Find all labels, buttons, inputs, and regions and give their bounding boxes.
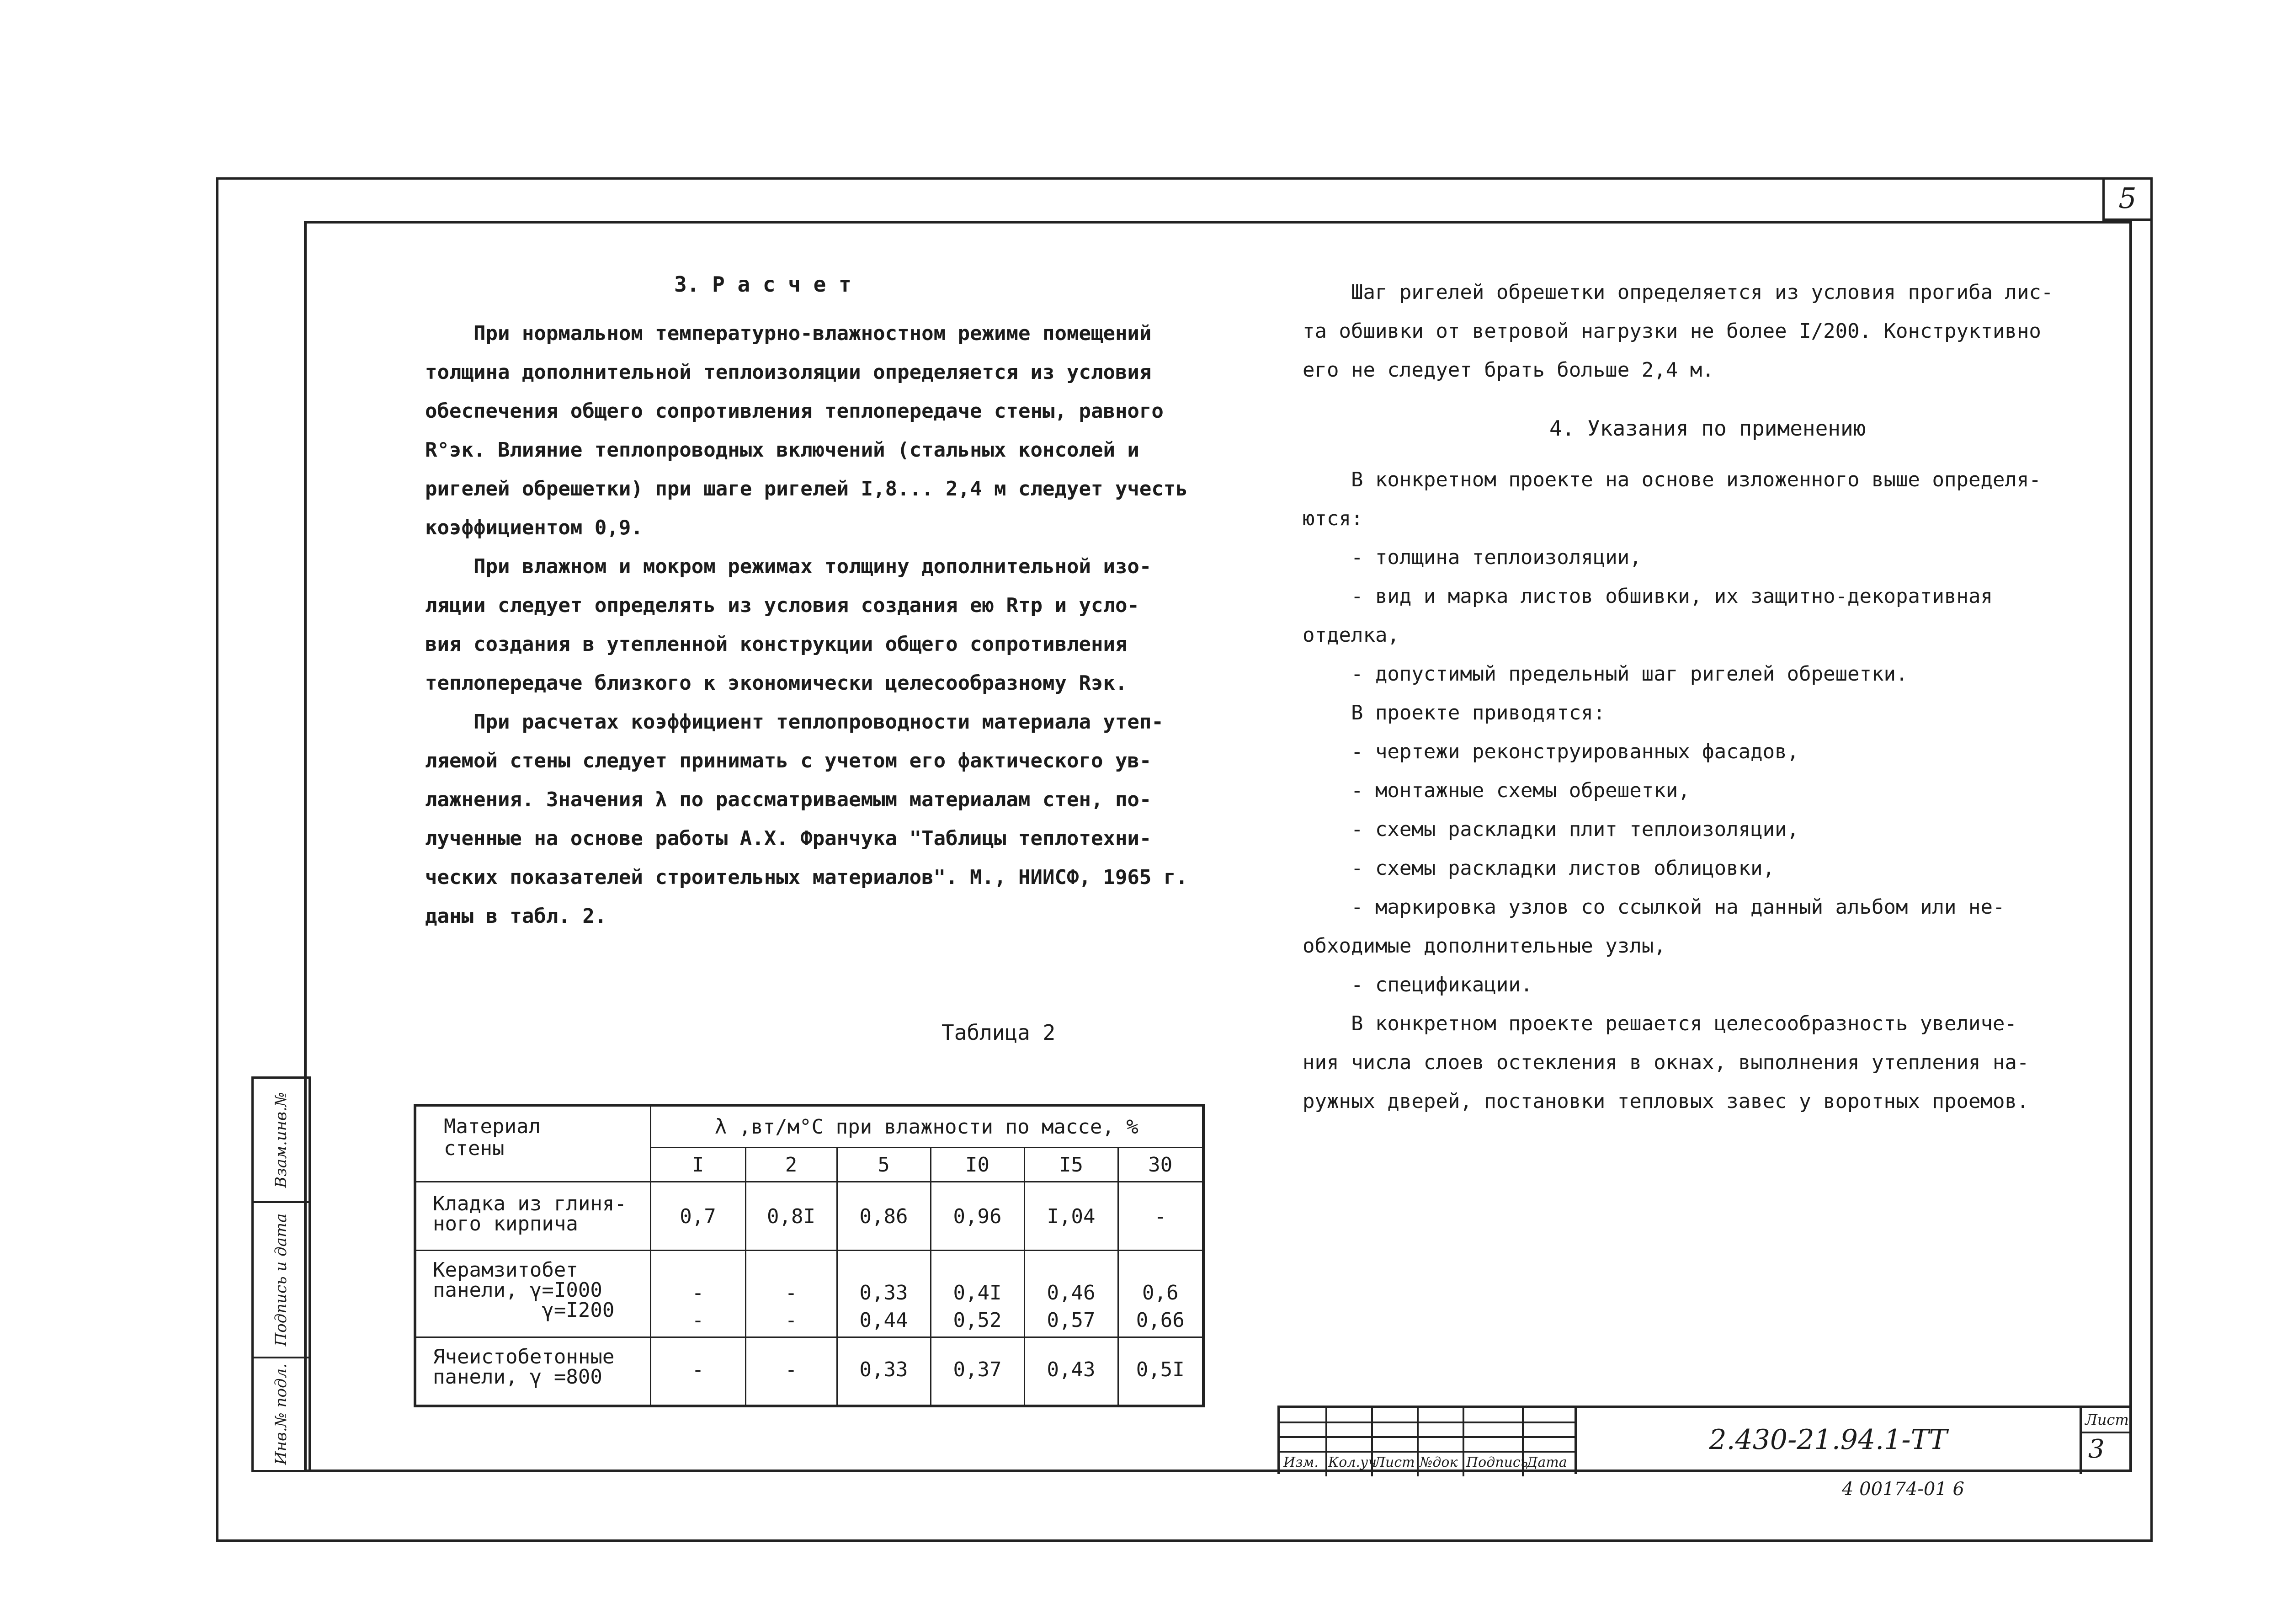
column-header: 2 xyxy=(745,1148,837,1182)
section-3-line: лажнения. Значения λ по рассматриваемым материалам стен, по- xyxy=(425,788,1152,811)
column-header: I0 xyxy=(931,1148,1024,1182)
section-4-line: ния числа слоев остекления в окнах, выполнения утепления на- xyxy=(1303,1051,2029,1074)
value-cell: - - xyxy=(745,1251,837,1337)
side-approval-strip xyxy=(251,1076,311,1472)
archive-code: 4 00174-01 6 xyxy=(1842,1479,1964,1500)
value-cell: 0,96 xyxy=(931,1182,1024,1251)
value-cell: 0,8I xyxy=(745,1182,837,1251)
section-3-line: R°эк. Влияние теплопроводных включений (стальных консолей и xyxy=(425,438,1139,462)
stamp-label: Лист xyxy=(1374,1454,1415,1470)
stamp-label: Кол.уч xyxy=(1328,1454,1377,1470)
stamp-label: Подпись xyxy=(1466,1454,1528,1470)
material-cell: Керамзитобет панели, γ=I000 γ=I200 xyxy=(415,1251,650,1337)
intro-line: Шаг ригелей обрешетки определяется из условия прогиба лис- xyxy=(1303,281,2053,304)
value-cell: 0,7 xyxy=(650,1182,745,1251)
sheet-box xyxy=(2082,1406,2132,1474)
table-row xyxy=(415,1251,1203,1337)
section-3-line: коэффициентом 0,9. xyxy=(425,516,643,539)
value-cell: 0,37 xyxy=(931,1337,1024,1406)
intro-line: та обшивки от ветровой нагрузки не более I/200. Конструктивно xyxy=(1303,319,2041,343)
section-4-line: обходимые дополнительные узлы, xyxy=(1303,934,1666,958)
section-3-line: ригелей обрешетки) при шаге ригелей I,8... 2,4 м следует учесть xyxy=(425,477,1188,501)
column-header: 5 xyxy=(837,1148,931,1182)
header-lambda: λ ,вт/м°С при влажности по массе, % xyxy=(650,1105,1203,1148)
revision-grid xyxy=(1277,1406,1575,1474)
value-cell: 0,4I 0,52 xyxy=(931,1251,1024,1337)
section-4-line: - толщина теплоизоляции, xyxy=(1303,546,1642,569)
section-4-title: 4. Указания по применению xyxy=(1549,416,1866,441)
title-block xyxy=(1277,1406,2132,1474)
header-material: Материал стены xyxy=(415,1105,650,1182)
column-header: I xyxy=(650,1148,745,1182)
section-4-line: ются: xyxy=(1303,507,1363,530)
column-header: I5 xyxy=(1024,1148,1118,1182)
section-4-line: - вид и марка листов обшивки, их защитно-декоративная xyxy=(1303,585,1993,608)
section-4-line: - монтажные схемы обрешетки, xyxy=(1303,779,1690,802)
value-cell: - xyxy=(1118,1182,1203,1251)
conductivity-table xyxy=(414,1104,1205,1407)
intro-line: его не следует брать больше 2,4 м. xyxy=(1303,358,1714,382)
side-cell-inv-original: Инв.№ подл. xyxy=(272,1363,290,1465)
section-4-line: В конкретном проекте на основе изложенного выше определя- xyxy=(1303,468,2041,491)
section-3-line: При нормальном температурно-влажностном режиме помещений xyxy=(425,322,1152,345)
value-cell: 0,33 xyxy=(837,1337,931,1406)
section-3-line: толщина дополнительной теплоизоляции определяется из условия xyxy=(425,361,1152,384)
section-3-line: При расчетах коэффициент теплопроводности материала утеп- xyxy=(425,710,1164,734)
section-4-line: - схемы раскладки плит теплоизоляции, xyxy=(1303,818,1799,841)
value-cell: 0,86 xyxy=(837,1182,931,1251)
section-3-title: 3. Р а с ч е т xyxy=(674,272,851,297)
section-4-line: - спецификации. xyxy=(1303,973,1533,996)
value-cell: - xyxy=(745,1337,837,1406)
value-cell: 0,33 0,44 xyxy=(837,1251,931,1337)
section-3-line: ляемой стены следует принимать с учетом его фактического ув- xyxy=(425,749,1152,772)
document-designation: 2.430-21.94.1-ТТ xyxy=(1575,1406,2082,1474)
sheet-number: 3 xyxy=(2088,1434,2105,1464)
value-cell: 0,43 xyxy=(1024,1337,1118,1406)
value-cell: 0,6 0,66 xyxy=(1118,1251,1203,1337)
section-3-line: обеспечения общего сопротивления теплопередаче стены, равного xyxy=(425,399,1164,423)
table-caption: Таблица 2 xyxy=(942,1020,1056,1045)
section-3-line: лученные на основе работы А.Х. Франчука "Таблицы теплотехни- xyxy=(425,827,1152,850)
section-3-line: даны в табл. 2. xyxy=(425,905,607,928)
section-3-line: ляции следует определять из условия создания ею Rтр и усло- xyxy=(425,594,1139,617)
sheet-label: Лист xyxy=(2082,1408,2132,1433)
side-cell-signature-date: Подпись и дата xyxy=(254,1203,309,1358)
material-cell: Кладка из глиня- ного кирпича xyxy=(415,1182,650,1251)
section-4-line: - допустимый предельный шаг ригелей обрешетки. xyxy=(1303,662,1908,686)
section-4-line: В проекте приводятся: xyxy=(1303,701,1606,724)
value-cell: - xyxy=(650,1337,745,1406)
material-cell: Ячеистобетонные панели, γ =800 xyxy=(415,1337,650,1406)
section-4-line: ружных дверей, постановки тепловых завес у воротных проемов. xyxy=(1303,1090,2029,1113)
value-cell: 0,46 0,57 xyxy=(1024,1251,1118,1337)
table-row xyxy=(415,1337,1203,1406)
page-number: 5 xyxy=(2102,177,2153,221)
stamp-label: №док xyxy=(1420,1454,1458,1470)
table-row xyxy=(415,1182,1203,1251)
section-3-line: теплопередаче близкого к экономически целесообразному Rэк. xyxy=(425,671,1128,695)
column-header: 30 xyxy=(1118,1148,1203,1182)
section-3-line: ческих показателей строительных материалов". М., НИИСФ, 1965 г. xyxy=(425,866,1188,889)
section-4-line: - маркировка узлов со ссылкой на данный альбом или не- xyxy=(1303,895,2005,919)
section-4-line: В конкретном проекте решается целесообразность увеличе- xyxy=(1303,1012,2017,1035)
stamp-label: Дата xyxy=(1527,1454,1567,1470)
section-4-line: отделка, xyxy=(1303,623,1399,647)
value-cell: 0,5I xyxy=(1118,1337,1203,1406)
section-4-line: - схемы раскладки листов облицовки, xyxy=(1303,857,1775,880)
stamp-label: Изм. xyxy=(1283,1454,1319,1470)
section-4-line: - чертежи реконструированных фасадов, xyxy=(1303,740,1799,763)
value-cell: - - xyxy=(650,1251,745,1337)
section-3-line: вия создания в утепленной конструкции общего сопротивления xyxy=(425,633,1128,656)
section-3-line: При влажном и мокром режимах толщину дополнительной изо- xyxy=(425,555,1152,578)
side-cell-replace-inv: Взам.инв.№ xyxy=(254,1079,309,1203)
value-cell: I,04 xyxy=(1024,1182,1118,1251)
